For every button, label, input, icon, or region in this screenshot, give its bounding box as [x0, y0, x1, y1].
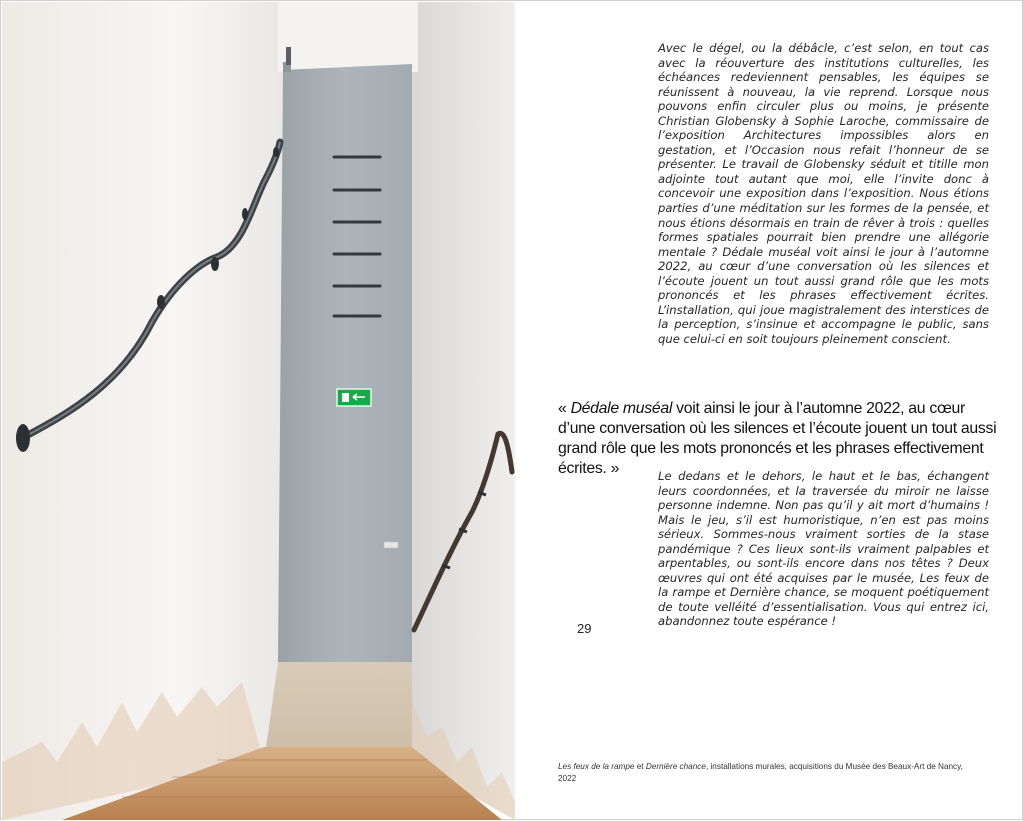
caption-work-title-1: Les feux de la rampe [558, 762, 635, 771]
photo-caption [558, 761, 978, 784]
exit-sign-icon [337, 389, 371, 406]
page-number: 29 [577, 621, 592, 636]
body-paragraph-1: Avec le dégel, ou la débâcle, c’est selon, en tout cas avec la réouverture des institutions culturelles, les échéances redeviennent pensables, les équipes se réunissent à nouveau, la vie reprend. Lorsque nous pouvons enfin circuler plus ou moins, je présente Christian Globensky à Sophie Laroche, commissaire de l’exposition Architectures impossibles alors en gestation, et l’Occasion nous refait l’honneur de se présenter. Le travail de Globensky séduit et titille mon adjointe tout autant que moi, elle l’invite donc à concevoir une exposition dans l’exposition. Nous étions parties d’une méditation sur les formes de la pensée, et nous étions désormais en train de rêver à trois : quelles formes spatiales pourrait bien prendre une allégorie mentale ? Dédale muséal voit ainsi le jour à l’automne 2022, au cœur d’une conversation où les silences et l’écoute jouent un tout aussi grand rôle que les mots prononcés et les phrases effectivement écrites. L’installation, qui joue magistralement des interstices de la perception, s’insinue et accompagne le public, sans que celui-ci en soit toujours pleinement conscient. [658, 41, 989, 346]
right-wall [412, 2, 515, 820]
pull-quote-text: voit ainsi le jour à l’automne 2022, au cœur d’une conversation où les silences et l’écoute jouent un tout aussi grand rôle que les mots prononcés et les phrases effectivement écrites. » [558, 400, 997, 477]
caption-work-title-2: Dernière chance [645, 762, 706, 771]
pull-quote-open: « [558, 400, 571, 417]
pull-quote [558, 399, 998, 479]
grey-pillar [278, 64, 412, 662]
pull-quote-work-title: Dédale muséal [570, 400, 673, 417]
body-paragraph-2: Le dedans et le dehors, le haut et le bas, échangent leurs coordonnées, et la traversée du miroir ne laisse personne indemne. Non pas qu’il y ait mort d’humains ! Mais le jeu, s’il est humoristique, n’en est pas moins sérieux. Sommes-nous vraiment sorties de la stase pandémique ? Ces lieux sont-ils vraiment palpables et arpentables, ou sont-ils encore dans nos têtes ? Deux œuvres qui ont été acquises par le musée, Les feux de la rampe et Dernière chance, se moquent poétiquement de toute velléité d’essentialisation. Vous qui entrez ici, abandonnez toute espérance ! [658, 469, 989, 629]
caption-details: , installations murales, acquisitions du Musée des Beaux-Art de Nancy, 2022 [558, 762, 963, 783]
caption-conjunction: et [634, 762, 646, 771]
staircase-photo [2, 2, 515, 820]
left-wall [2, 2, 292, 820]
